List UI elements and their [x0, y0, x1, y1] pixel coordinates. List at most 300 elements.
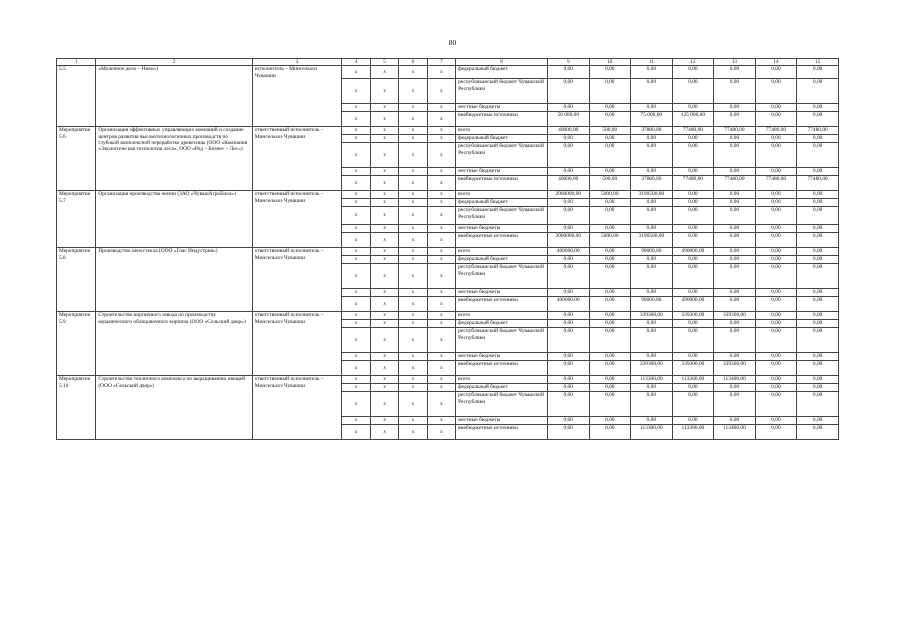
funding-source: федеральный бюджет — [456, 66, 548, 79]
amount-cell: 0,00 — [755, 143, 797, 168]
classifier-cell: x — [342, 312, 370, 320]
classifier-cell: x — [342, 225, 370, 233]
classifier-cell: x — [370, 248, 398, 256]
amount-cell: 0,00 — [547, 328, 589, 353]
classifier-cell: x — [370, 79, 398, 104]
amount-cell: 0,00 — [547, 207, 589, 225]
page-number: 80 — [448, 38, 457, 47]
amount-cell: 0,00 — [631, 353, 673, 361]
classifier-cell: x — [399, 312, 427, 320]
amount-cell: 125 000,00 — [672, 112, 714, 127]
amount-cell: 0,00 — [797, 112, 839, 127]
classifier-cell: x — [427, 361, 455, 376]
amount-cell: 0,00 — [714, 392, 756, 417]
amount-cell: 0,00 — [755, 384, 797, 392]
amount-cell: 0,00 — [672, 135, 714, 143]
amount-cell: 113300,00 — [631, 425, 673, 440]
amount-cell: 0,00 — [631, 143, 673, 168]
amount-cell: 0,00 — [797, 143, 839, 168]
amount-cell: 0,00 — [797, 135, 839, 143]
classifier-cell: x — [370, 135, 398, 143]
amount-cell: 0,00 — [631, 320, 673, 328]
amount-cell: 0,00 — [547, 289, 589, 297]
classifier-cell: x — [399, 425, 427, 440]
funding-source: федеральный бюджет — [456, 384, 548, 392]
amount-cell: 0,00 — [631, 384, 673, 392]
classifier-cell: x — [427, 425, 455, 440]
classifier-cell: x — [399, 417, 427, 425]
funding-source: внебюджетные источники — [456, 297, 548, 312]
amount-cell: 0,00 — [589, 264, 631, 289]
classifier-cell: x — [399, 256, 427, 264]
amount-cell: 0,00 — [714, 384, 756, 392]
amount-cell: 0,00 — [547, 256, 589, 264]
amount-cell: 0,00 — [547, 312, 589, 320]
amount-cell: 0,00 — [714, 297, 756, 312]
classifier-cell: x — [370, 376, 398, 384]
amount-cell: 0,00 — [714, 135, 756, 143]
classifier-cell: x — [370, 384, 398, 392]
amount-cell: 90000,00 — [631, 297, 673, 312]
amount-cell: 0,00 — [589, 248, 631, 256]
amount-cell: 0,00 — [755, 256, 797, 264]
amount-cell: 0,00 — [797, 168, 839, 176]
amount-cell: 0,00 — [714, 353, 756, 361]
amount-cell: 339300,00 — [672, 361, 714, 376]
table-row — [57, 248, 839, 256]
classifier-cell: x — [370, 289, 398, 297]
classifier-cell: x — [399, 384, 427, 392]
classifier-cell: x — [370, 264, 398, 289]
amount-cell: 0,00 — [631, 225, 673, 233]
amount-cell: 339300,00 — [631, 312, 673, 320]
classifier-cell: x — [399, 66, 427, 79]
classifier-cell: x — [370, 143, 398, 168]
amount-cell: 0,00 — [547, 376, 589, 384]
classifier-cell: x — [427, 248, 455, 256]
amount-cell: 0,00 — [797, 248, 839, 256]
classifier-cell: x — [427, 264, 455, 289]
measure-name: Организация производства жизни (ЗАО «ЧувашАгроБиол») — [96, 191, 252, 248]
funding-source: всего — [456, 127, 548, 135]
classifier-cell: x — [427, 312, 455, 320]
amount-cell: 0,00 — [589, 199, 631, 207]
classifier-cell: x — [342, 392, 370, 417]
classifier-cell: x — [427, 104, 455, 112]
column-number: 11 — [631, 59, 673, 66]
amount-cell: 40000,00 — [547, 176, 589, 191]
amount-cell: 0,00 — [797, 312, 839, 320]
funding-source: местные бюджеты — [456, 104, 548, 112]
amount-cell: 0,00 — [631, 168, 673, 176]
amount-cell: 0,00 — [755, 328, 797, 353]
amount-cell: 0,00 — [714, 233, 756, 248]
classifier-cell: x — [342, 264, 370, 289]
amount-cell: 0,00 — [797, 199, 839, 207]
amount-cell: 0,00 — [797, 264, 839, 289]
classifier-cell: x — [427, 66, 455, 79]
amount-cell: 0,00 — [672, 104, 714, 112]
funding-source: всего — [456, 376, 548, 384]
amount-cell: 0,00 — [714, 199, 756, 207]
classifier-cell: x — [427, 207, 455, 225]
classifier-cell: x — [370, 225, 398, 233]
amount-cell: 37880,00 — [631, 127, 673, 135]
measure-name: Производство пеностекла (ООО «Глас Индустрия») — [96, 248, 252, 312]
classifier-cell: x — [399, 361, 427, 376]
amount-cell: 0,00 — [672, 256, 714, 264]
amount-cell: 0,00 — [755, 361, 797, 376]
classifier-cell: x — [427, 417, 455, 425]
classifier-cell: x — [342, 297, 370, 312]
classifier-cell: x — [342, 143, 370, 168]
classifier-cell: x — [427, 233, 455, 248]
amount-cell: 40000,00 — [547, 127, 589, 135]
column-number: 6 — [399, 59, 427, 66]
classifier-cell: x — [370, 297, 398, 312]
table-row — [57, 312, 839, 320]
amount-cell: 3190500,00 — [631, 233, 673, 248]
funding-source: всего — [456, 312, 548, 320]
amount-cell: 113300,00 — [672, 376, 714, 384]
amount-cell: 0,00 — [755, 248, 797, 256]
column-number: 9 — [547, 59, 589, 66]
classifier-cell: x — [370, 112, 398, 127]
amount-cell: 0,00 — [755, 376, 797, 384]
classifier-cell: x — [370, 256, 398, 264]
amount-cell: 0,00 — [547, 392, 589, 417]
column-number: 2 — [96, 59, 252, 66]
amount-cell: 0,00 — [755, 320, 797, 328]
funding-source: местные бюджеты — [456, 289, 548, 297]
amount-cell: 0,00 — [714, 168, 756, 176]
classifier-cell: x — [342, 256, 370, 264]
classifier-cell: x — [399, 264, 427, 289]
amount-cell: 37880,00 — [631, 176, 673, 191]
classifier-cell: x — [342, 127, 370, 135]
amount-cell: 77480,00 — [714, 176, 756, 191]
amount-cell: 0,00 — [672, 289, 714, 297]
funding-source: республиканский бюджет Чувашской Республики — [456, 207, 548, 225]
amount-cell: 400000,00 — [547, 248, 589, 256]
amount-cell: 0,00 — [797, 361, 839, 376]
classifier-cell: x — [399, 127, 427, 135]
classifier-cell: x — [427, 256, 455, 264]
funding-source: республиканский бюджет Чувашской Республики — [456, 328, 548, 353]
amount-cell: 0,00 — [547, 135, 589, 143]
classifier-cell: x — [399, 320, 427, 328]
amount-cell: 0,00 — [672, 264, 714, 289]
table-row — [57, 191, 839, 199]
amount-cell: 0,00 — [797, 289, 839, 297]
amount-cell: 0,00 — [714, 66, 756, 79]
classifier-cell: x — [399, 289, 427, 297]
amount-cell: 0,00 — [589, 225, 631, 233]
classifier-cell: x — [399, 79, 427, 104]
measure-executor: ответственный исполнитель – Минсельхоз Чувашии — [252, 191, 342, 248]
amount-cell: 77480,00 — [755, 127, 797, 135]
measure-name: Строительство тепличного комплекса по выращиванию овощей (ООО «Сельский двор») — [96, 376, 252, 440]
classifier-cell: x — [427, 376, 455, 384]
amount-cell: 0,00 — [714, 104, 756, 112]
amount-cell: 0,00 — [631, 264, 673, 289]
amount-cell: 0,00 — [672, 191, 714, 199]
amount-cell: 0,00 — [797, 233, 839, 248]
amount-cell: 0,00 — [755, 112, 797, 127]
classifier-cell: x — [370, 66, 398, 79]
table-body — [57, 59, 839, 440]
amount-cell: 90000,00 — [631, 248, 673, 256]
classifier-cell: x — [370, 425, 398, 440]
classifier-cell: x — [342, 233, 370, 248]
funding-source: федеральный бюджет — [456, 135, 548, 143]
column-number: 12 — [672, 59, 714, 66]
program-table — [56, 58, 839, 440]
amount-cell: 0,00 — [631, 289, 673, 297]
amount-cell: 339300,00 — [631, 361, 673, 376]
amount-cell: 0,00 — [714, 417, 756, 425]
amount-cell: 5000,00 — [589, 233, 631, 248]
amount-cell: 0,00 — [672, 225, 714, 233]
amount-cell: 0,00 — [797, 207, 839, 225]
amount-cell: 0,00 — [672, 320, 714, 328]
classifier-cell: x — [370, 176, 398, 191]
amount-cell: 0,00 — [589, 112, 631, 127]
funding-source: всего — [456, 191, 548, 199]
funding-source: республиканский бюджет Чувашской Республики — [456, 143, 548, 168]
amount-cell: 0,00 — [714, 256, 756, 264]
amount-cell: 0,00 — [714, 112, 756, 127]
amount-cell: 0,00 — [797, 66, 839, 79]
amount-cell: 0,00 — [755, 207, 797, 225]
column-number: 15 — [797, 59, 839, 66]
amount-cell: 0,00 — [672, 66, 714, 79]
classifier-cell: x — [399, 248, 427, 256]
classifier-cell: x — [399, 392, 427, 417]
amount-cell: 0,00 — [672, 143, 714, 168]
amount-cell: 0,00 — [631, 417, 673, 425]
amount-cell: 113400,00 — [714, 425, 756, 440]
amount-cell: 77480,00 — [797, 176, 839, 191]
amount-cell: 0,00 — [755, 66, 797, 79]
classifier-cell: x — [370, 191, 398, 199]
amount-cell: 0,00 — [589, 297, 631, 312]
classifier-cell: x — [342, 199, 370, 207]
classifier-cell: x — [342, 104, 370, 112]
classifier-cell: x — [370, 328, 398, 353]
amount-cell: 0,00 — [631, 392, 673, 417]
classifier-cell: x — [370, 127, 398, 135]
classifier-cell: x — [427, 328, 455, 353]
amount-cell: 2000000,00 — [547, 191, 589, 199]
amount-cell: 0,00 — [714, 328, 756, 353]
classifier-cell: x — [427, 79, 455, 104]
funding-source: внебюджетные источники — [456, 233, 548, 248]
amount-cell: 0,00 — [672, 392, 714, 417]
classifier-cell: x — [427, 143, 455, 168]
amount-cell: 5000,00 — [589, 191, 631, 199]
column-number: 7 — [427, 59, 455, 66]
funding-source: внебюджетные источники — [456, 176, 548, 191]
classifier-cell: x — [427, 289, 455, 297]
measure-code: Мероприятие 5.7 — [57, 191, 96, 248]
amount-cell: 77480,00 — [672, 176, 714, 191]
classifier-cell: x — [370, 392, 398, 417]
funding-source: республиканский бюджет Чувашской Республики — [456, 79, 548, 104]
amount-cell: 113300,00 — [672, 425, 714, 440]
amount-cell: 113400,00 — [714, 376, 756, 384]
classifier-cell: x — [342, 248, 370, 256]
amount-cell: 0,00 — [714, 143, 756, 168]
classifier-cell: x — [370, 104, 398, 112]
table-row — [57, 66, 839, 79]
column-number: 1 — [57, 59, 96, 66]
column-number: 3 — [252, 59, 342, 66]
classifier-cell: x — [370, 233, 398, 248]
amount-cell: 0,00 — [589, 328, 631, 353]
measure-name: «Молочное дело – Нико») — [96, 66, 252, 127]
amount-cell: 490000,00 — [672, 297, 714, 312]
amount-cell: 0,00 — [755, 417, 797, 425]
amount-cell: 3190500,00 — [631, 191, 673, 199]
measure-name: Строительство кирпичного завода по производству керамического облицовочного кирпича (ООО «Сельский двор») — [96, 312, 252, 376]
amount-cell: 0,00 — [672, 384, 714, 392]
amount-cell: 113300,00 — [631, 376, 673, 384]
amount-cell: 0,00 — [631, 135, 673, 143]
classifier-cell: x — [370, 417, 398, 425]
amount-cell: 0,00 — [547, 104, 589, 112]
amount-cell: 0,00 — [755, 104, 797, 112]
amount-cell: 0,00 — [547, 353, 589, 361]
amount-cell: 0,00 — [589, 289, 631, 297]
amount-cell: 0,00 — [714, 79, 756, 104]
amount-cell: 0,00 — [797, 104, 839, 112]
amount-cell: 339300,00 — [714, 312, 756, 320]
classifier-cell: x — [342, 112, 370, 127]
amount-cell: 0,00 — [755, 225, 797, 233]
amount-cell: 0,00 — [589, 143, 631, 168]
amount-cell: 0,00 — [589, 135, 631, 143]
amount-cell: 0,00 — [797, 353, 839, 361]
amount-cell: 0,00 — [797, 225, 839, 233]
amount-cell: 0,00 — [547, 143, 589, 168]
amount-cell: 0,00 — [755, 312, 797, 320]
amount-cell: 77480,00 — [797, 127, 839, 135]
amount-cell: 77480,00 — [755, 176, 797, 191]
amount-cell: 0,00 — [547, 199, 589, 207]
amount-cell: 0,00 — [589, 384, 631, 392]
classifier-cell: x — [342, 66, 370, 79]
amount-cell: 0,00 — [672, 207, 714, 225]
amount-cell: 0,00 — [797, 191, 839, 199]
classifier-cell: x — [427, 127, 455, 135]
funding-source: федеральный бюджет — [456, 320, 548, 328]
amount-cell: 0,00 — [714, 320, 756, 328]
classifier-cell: x — [399, 376, 427, 384]
table-row — [57, 127, 839, 135]
amount-cell: 0,00 — [755, 79, 797, 104]
funding-source: местные бюджеты — [456, 225, 548, 233]
classifier-cell: x — [427, 225, 455, 233]
amount-cell: 0,00 — [672, 233, 714, 248]
amount-cell: 0,00 — [589, 392, 631, 417]
classifier-cell: x — [370, 199, 398, 207]
funding-source: республиканский бюджет Чувашской Республики — [456, 264, 548, 289]
amount-cell: 0,00 — [589, 425, 631, 440]
classifier-cell: x — [399, 297, 427, 312]
amount-cell: 0,00 — [589, 256, 631, 264]
amount-cell: 0,00 — [797, 392, 839, 417]
measure-code: Мероприятие 5.8 — [57, 248, 96, 312]
column-number: 14 — [755, 59, 797, 66]
funding-source: местные бюджеты — [456, 168, 548, 176]
classifier-cell: x — [342, 384, 370, 392]
classifier-cell: x — [399, 191, 427, 199]
amount-cell: 0,00 — [547, 384, 589, 392]
column-number: 13 — [714, 59, 756, 66]
amount-cell: 0,00 — [672, 79, 714, 104]
classifier-cell: x — [370, 353, 398, 361]
classifier-cell: x — [427, 112, 455, 127]
measure-executor: ответственный исполнитель – Минсельхоз Чувашии — [252, 127, 342, 191]
table-row — [57, 376, 839, 384]
amount-cell: 0,00 — [797, 256, 839, 264]
amount-cell: 500,00 — [589, 176, 631, 191]
classifier-cell: x — [399, 328, 427, 353]
classifier-cell: x — [427, 392, 455, 417]
amount-cell: 400000,00 — [547, 297, 589, 312]
measure-code: Мероприятие 5.9 — [57, 312, 96, 376]
measure-code: 5.5 — [57, 66, 96, 127]
classifier-cell: x — [399, 207, 427, 225]
classifier-cell: x — [427, 353, 455, 361]
amount-cell: 77480,00 — [672, 127, 714, 135]
amount-cell: 0,00 — [547, 264, 589, 289]
amount-cell: 0,00 — [714, 225, 756, 233]
amount-cell: 0,00 — [589, 168, 631, 176]
amount-cell: 0,00 — [631, 256, 673, 264]
classifier-cell: x — [370, 320, 398, 328]
amount-cell: 0,00 — [547, 225, 589, 233]
amount-cell: 339300,00 — [714, 361, 756, 376]
amount-cell: 0,00 — [755, 199, 797, 207]
classifier-cell: x — [342, 207, 370, 225]
funding-source: федеральный бюджет — [456, 199, 548, 207]
funding-source: внебюджетные источники — [456, 425, 548, 440]
amount-cell: 75 000,00 — [631, 112, 673, 127]
amount-cell: 0,00 — [755, 425, 797, 440]
amount-cell: 0,00 — [631, 328, 673, 353]
classifier-cell: x — [342, 376, 370, 384]
classifier-cell: x — [427, 135, 455, 143]
column-number: 4 — [342, 59, 370, 66]
amount-cell: 0,00 — [547, 425, 589, 440]
funding-source: местные бюджеты — [456, 417, 548, 425]
measure-name: Организация эффективных управляющих компаний и создание центров развития высокотехнологичных производств по глубокой комплексной переработке древесины (ООО «Компания «Экологическая технология леса», ООО «Род – Бизнес – Лес») — [96, 127, 252, 191]
amount-cell: 0,00 — [589, 79, 631, 104]
amount-cell: 0,00 — [714, 207, 756, 225]
classifier-cell: x — [342, 176, 370, 191]
classifier-cell: x — [399, 233, 427, 248]
amount-cell: 50 000,00 — [547, 112, 589, 127]
classifier-cell: x — [427, 320, 455, 328]
classifier-cell: x — [342, 135, 370, 143]
column-number: 5 — [370, 59, 398, 66]
classifier-cell: x — [399, 225, 427, 233]
amount-cell: 0,00 — [589, 376, 631, 384]
column-number: 10 — [589, 59, 631, 66]
amount-cell: 0,00 — [631, 66, 673, 79]
